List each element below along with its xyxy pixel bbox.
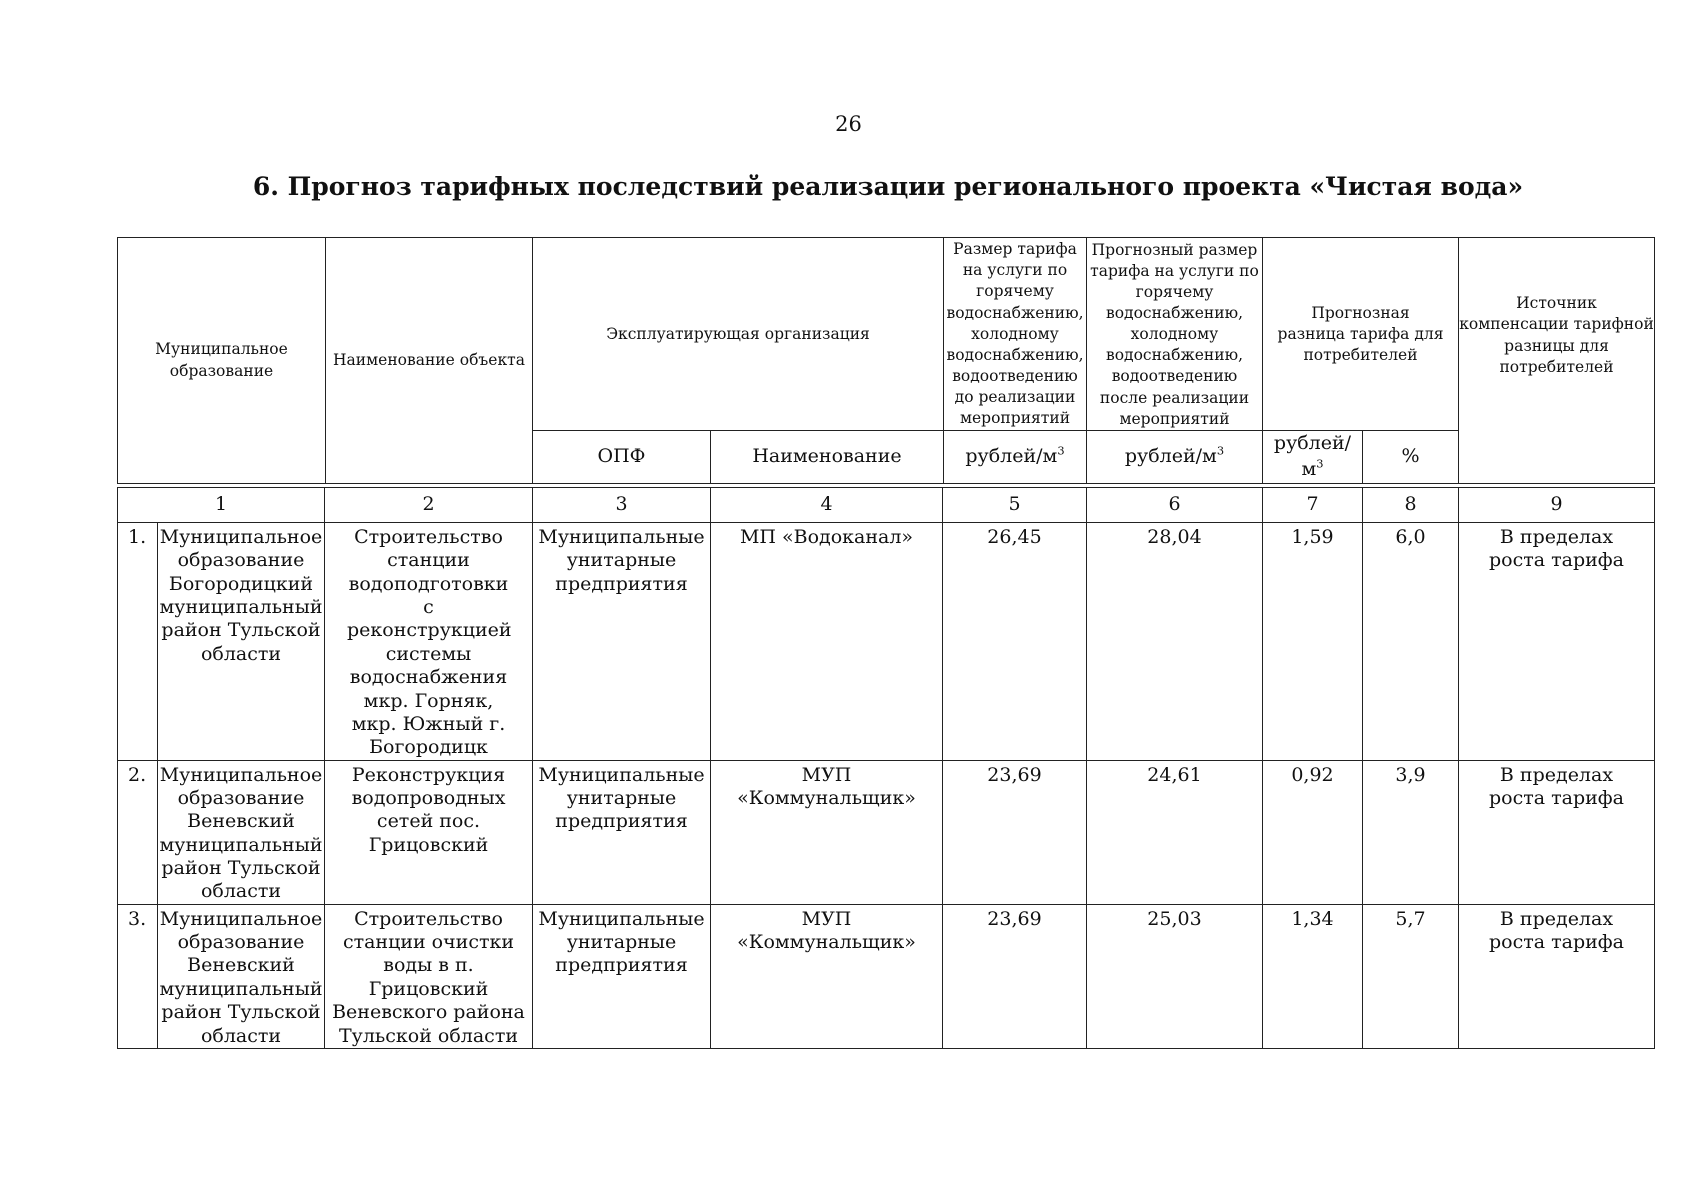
row-municipality: Муниципальное образование Веневский муниципальный район Тульской области — [158, 904, 325, 1048]
row-operator-name: МУП «Коммунальщик» — [711, 760, 943, 904]
header-unit-before: рублей/$м^3$ — [944, 431, 1087, 484]
row-tariff-after: 24,61 — [1087, 760, 1263, 904]
column-numbers-row — [118, 488, 1655, 523]
header-unit-after: рублей/$м^3$ — [1087, 431, 1263, 484]
row-diff-rub: 0,92 — [1263, 760, 1363, 904]
header-name: Наименование — [711, 431, 944, 484]
row-number: 2. — [118, 760, 158, 904]
header-compensation: Источник компенсации тарифной разницы для потребителей — [1459, 238, 1655, 484]
tariff-table-body — [117, 487, 1655, 1049]
row-diff-percent: 5,7 — [1363, 904, 1459, 1048]
column-number: 1 — [118, 488, 325, 523]
row-operator-name: МУП «Коммунальщик» — [711, 904, 943, 1048]
row-tariff-before: 23,69 — [943, 760, 1087, 904]
table-row — [118, 760, 1655, 904]
row-diff-percent: 3,9 — [1363, 760, 1459, 904]
row-diff-percent: 6,0 — [1363, 523, 1459, 761]
row-opf: Муниципальные унитарные предприятия — [533, 760, 711, 904]
header-tariff-after: Прогнозный размер тарифа на услуги по горячему водоснабжению, холодному водоснабжению, водоотведению после реализации мероприятий — [1087, 238, 1263, 431]
row-compensation: В пределах роста тарифа — [1459, 904, 1655, 1048]
row-number: 3. — [118, 904, 158, 1048]
column-number: 5 — [943, 488, 1087, 523]
row-diff-rub: 1,59 — [1263, 523, 1363, 761]
tariff-table-header — [117, 237, 1655, 484]
row-compensation: В пределах роста тарифа — [1459, 523, 1655, 761]
column-number: 8 — [1363, 488, 1459, 523]
row-object: Реконструкция водопроводных сетей пос. Грицовский — [325, 760, 533, 904]
table-row — [118, 523, 1655, 761]
row-tariff-after: 25,03 — [1087, 904, 1263, 1048]
row-operator-name: МП «Водоканал» — [711, 523, 943, 761]
column-number: 6 — [1087, 488, 1263, 523]
table-row — [118, 904, 1655, 1048]
header-difference: Прогнозная разница тарифа для потребителей — [1263, 238, 1459, 431]
page-title: 6. Прогноз тарифных последствий реализации регионального проекта «Чистая вода» — [252, 172, 1524, 201]
row-diff-rub: 1,34 — [1263, 904, 1363, 1048]
column-number: 9 — [1459, 488, 1655, 523]
page-number: 26 — [835, 112, 862, 136]
column-number: 4 — [711, 488, 943, 523]
row-tariff-before: 26,45 — [943, 523, 1087, 761]
header-municipality: Муниципальное образование — [118, 238, 326, 484]
row-opf: Муниципальные унитарные предприятия — [533, 904, 711, 1048]
header-object: Наименование объекта — [326, 238, 533, 484]
row-object: Строительство станции очистки воды в п. Грицовский Веневского района Тульской области — [325, 904, 533, 1048]
header-opf: ОПФ — [533, 431, 711, 484]
row-municipality: Муниципальное образование Богородицкий муниципальный район Тульской области — [158, 523, 325, 761]
header-unit-percent: % — [1363, 431, 1459, 484]
row-municipality: Муниципальное образование Веневский муниципальный район Тульской области — [158, 760, 325, 904]
row-object: Строительство станции водоподготовки с реконструкцией системы водоснабжения мкр. Горняк, мкр. Южный г. Богородицк — [325, 523, 533, 761]
header-tariff-before: Размер тарифа на услуги по горячему водоснабжению, холодному водоснабжению, водоотведению до реализации мероприятий — [944, 238, 1087, 431]
column-number: 7 — [1263, 488, 1363, 523]
row-tariff-after: 28,04 — [1087, 523, 1263, 761]
row-tariff-before: 23,69 — [943, 904, 1087, 1048]
column-number: 3 — [533, 488, 711, 523]
column-number: 2 — [325, 488, 533, 523]
header-operator: Эксплуатирующая организация — [533, 238, 944, 431]
row-opf: Муниципальные унитарные предприятия — [533, 523, 711, 761]
row-compensation: В пределах роста тарифа — [1459, 760, 1655, 904]
row-number: 1. — [118, 523, 158, 761]
header-unit-diff: рублей/$м^3$ — [1263, 431, 1363, 484]
